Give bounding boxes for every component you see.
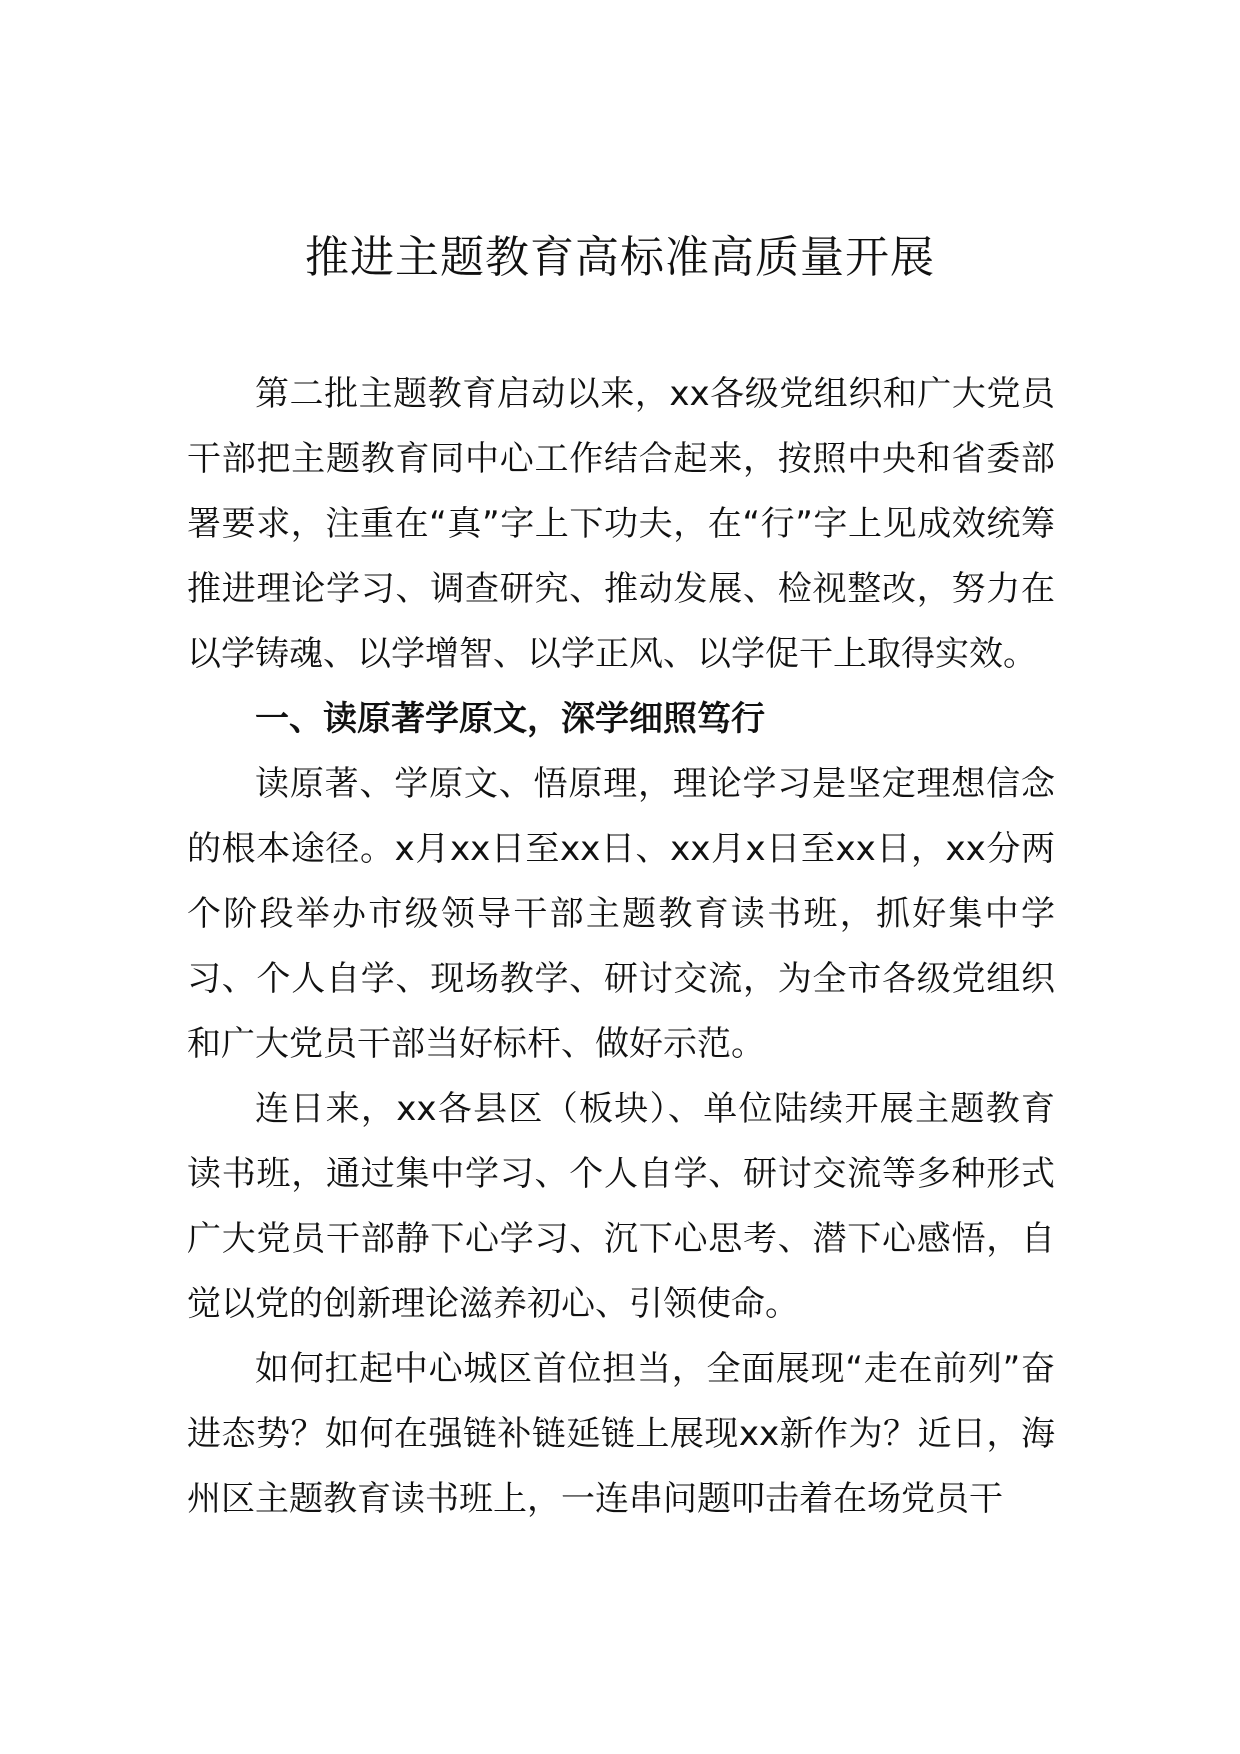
paragraph-intro: 第二批主题教育启动以来，xx各级党组织和广大党员干部把主题教育同中心工作结合起来，按照中央和省委部署要求，注重在“真”字上下功夫，在“行”字上见成效统筹推进理论学习、调查研究、推动发展、检视整改，努力在以学铸魂、以学增智、以学正风、以学促干上取得实效。 [187,374,1055,674]
paragraph-county-classes: 连日来，xx各县区（板块）、单位陆续开展主题教育读书班，通过集中学习、个人自学、研讨交流等多种形式广大党员干部静下心学习、沉下心思考、潜下心感悟，自觉以党的创新理论滋养初心、引领使命。 [187,1089,1055,1324]
paragraph-haizhou: 如何扛起中心城区首位担当，全面展现“走在前列”奋进态势？如何在强链补链延链上展现xx新作为？近日，海州区主题教育读书班上，一连串问题叩击着在场党员干 [187,1349,1055,1519]
document-body [187,362,1055,1532]
document-title: 推进主题教育高标准高质量开展 [305,232,935,283]
section-heading-1: 一、读原著学原文，深学细照笃行 [255,699,765,739]
paragraph-reading-study: 读原著、学原文、悟原理，理论学习是坚定理想信念的根本途径。x月xx日至xx日、xx月x日至xx日，xx分两个阶段举办市级领导干部主题教育读书班，抓好集中学习、个人自学、现场教学、研讨交流，为全市各级党组织和广大党员干部当好标杆、做好示范。 [187,764,1055,1064]
